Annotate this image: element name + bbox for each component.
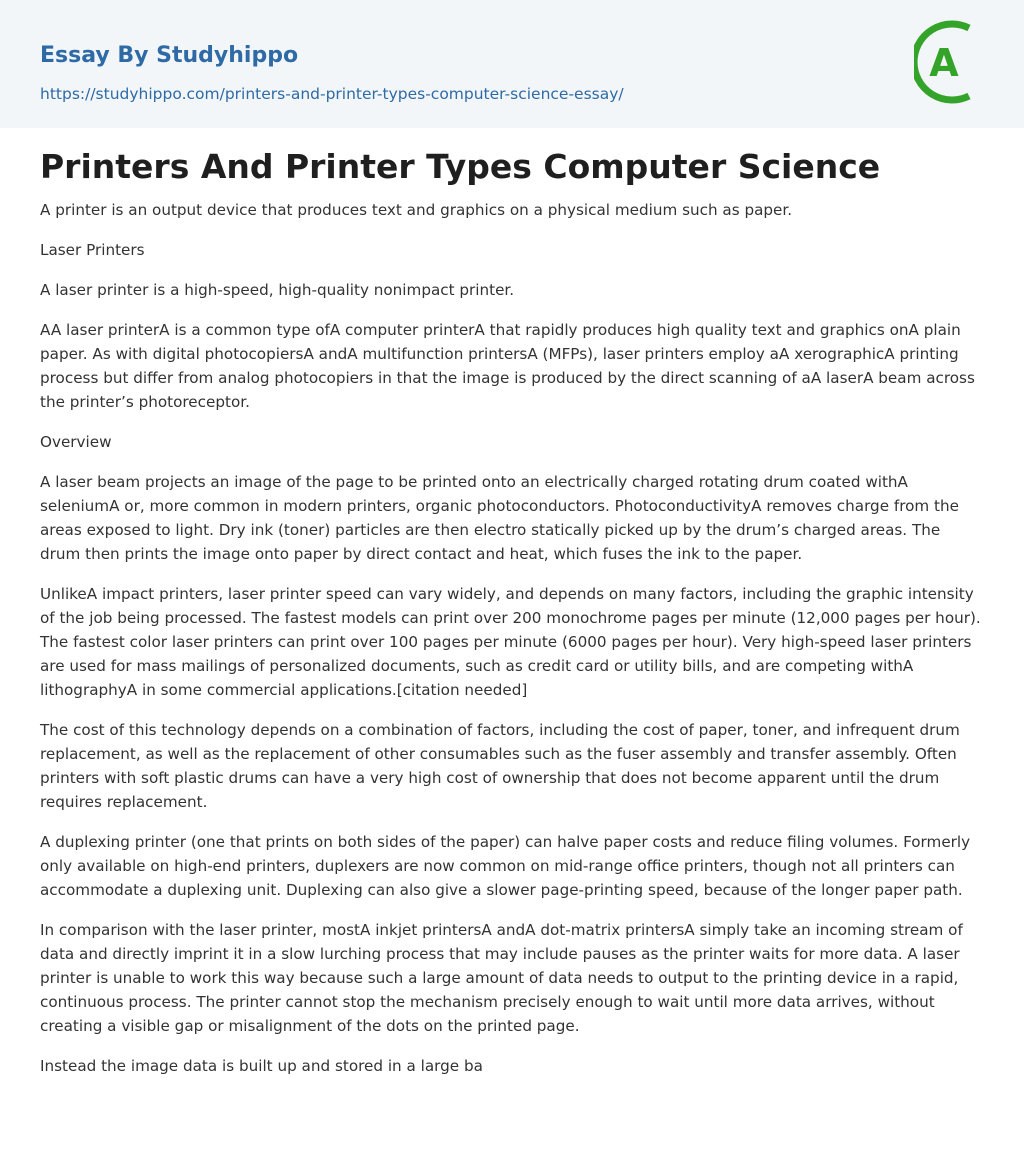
paragraph: The cost of this technology depends on a combination of factors, including the cost of paper, toner, and infrequent drum replacement, as well as the replacement of other consumables such as the fuser assembly and transfer assembly. Often printers with soft plastic drums can have a very high cost of ownership that does not become apparent until the drum requires replacement. bbox=[40, 721, 960, 811]
logo-letter: A bbox=[929, 41, 959, 85]
site-header bbox=[0, 0, 1024, 128]
studyhippo-logo-icon[interactable] bbox=[914, 18, 986, 106]
essay-url-link[interactable]: https://studyhippo.com/printers-and-printer-types-computer-science-essay/ bbox=[40, 85, 624, 103]
article-title: Printers And Printer Types Computer Science bbox=[40, 147, 881, 186]
paragraph: A laser beam projects an image of the page to be printed onto an electrically charged rotating drum coated withA seleniumA or, more common in modern printers, organic photoconductors. PhotoconductivityA removes charge from the areas exposed to light. Dry ink (toner) particles are then electro statically picked up by the drum’s charged areas. The drum then prints the image onto paper by direct contact and heat, which fuses the ink to the paper. bbox=[40, 473, 959, 563]
section-heading-overview: Overview bbox=[40, 433, 112, 451]
paragraph: A duplexing printer (one that prints on both sides of the paper) can halve paper costs and reduce filing volumes. Formerly only available on high-end printers, duplexers are now common on mid-range office printers, though not all printers can accommodate a duplexing unit. Duplexing can also give a slower page-printing speed, because of the longer paper path. bbox=[40, 833, 971, 899]
paragraph: UnlikeA impact printers, laser printer speed can vary widely, and depends on many factors, including the graphic intensity of the job being processed. The fastest models can print over 200 monochrome pages per minute (12,000 pages per hour). The fastest color laser printers can print over 100 pages per minute (6000 pages per hour). Very high-speed laser printers are used for mass mailings of personalized documents, such as credit card or utility bills, and are competing withA lithographyA in some commercial applications.[citation needed] bbox=[40, 585, 981, 699]
section-heading-laser-printers: Laser Printers bbox=[40, 241, 145, 259]
article bbox=[0, 128, 1024, 1078]
paragraph: In comparison with the laser printer, mostA inkjet printersA andA dot-matrix printersA simply take an incoming stream of data and directly imprint it in a slow lurching process that may include pauses as the printer waits for more data. A laser printer is unable to work this way because such a large amount of data needs to output to the printing device in a rapid, continuous process. The printer cannot stop the mechanism precisely enough to wait until more data arrives, without creating a visible gap or misalignment of the dots on the printed page. bbox=[40, 921, 963, 1035]
site-brand[interactable]: Essay By Studyhippo bbox=[40, 43, 299, 68]
paragraph: AA laser printerA is a common type ofA computer printerA that rapidly produces high quality text and graphics onA plain paper. As with digital photocopiersA andA multifunction printersA (MFPs), laser printers employ aA xerographicA printing process but differ from analog photocopiers in that the image is produced by the direct scanning of aA laserA beam across the printer’s photoreceptor. bbox=[40, 321, 975, 411]
paragraph-truncated: Instead the image data is built up and stored in a large ba bbox=[40, 1057, 483, 1075]
paragraph-intro: A printer is an output device that produces text and graphics on a physical medium such as paper. bbox=[40, 201, 793, 219]
paragraph: A laser printer is a high-speed, high-quality nonimpact printer. bbox=[40, 281, 515, 299]
